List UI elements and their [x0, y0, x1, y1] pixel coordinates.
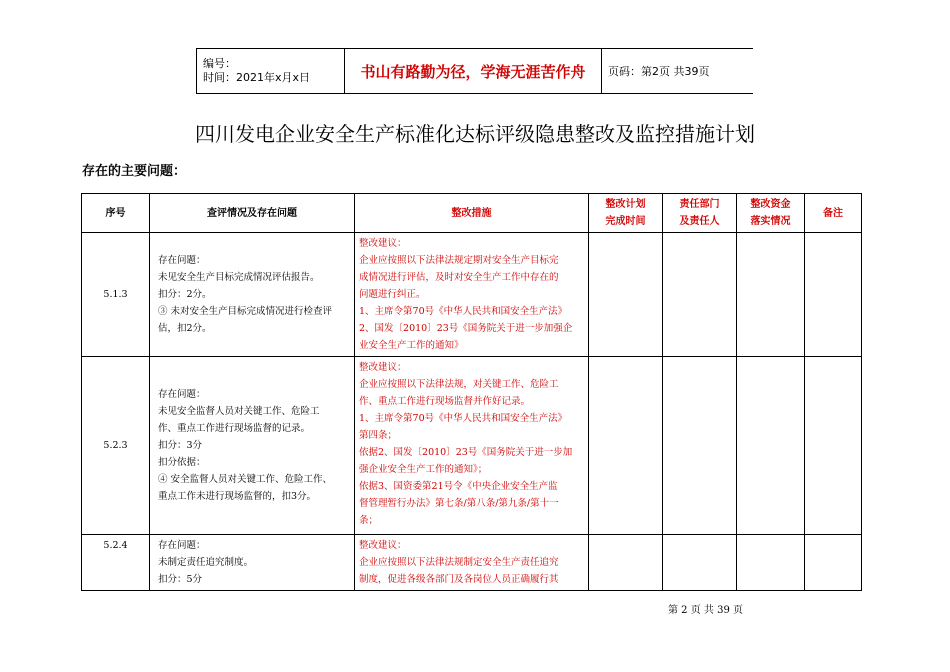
page-header [196, 48, 753, 94]
col-header-seq: 序号 [82, 194, 150, 233]
issue-line: 未制定责任追究制度。 [158, 557, 254, 568]
measure-line: 业安全生产工作的通知》 [359, 340, 464, 351]
row-measures [355, 357, 589, 535]
document-title: 四川发电企业安全生产标准化达标评级隐患整改及监控措施计划 [195, 122, 755, 146]
measure-line: 成情况进行评估，及时对安全生产工作中存在的 [359, 272, 559, 283]
header-motto: 书山有路勤为径，学海无涯苦作舟 [345, 49, 602, 94]
row-funds-cell [737, 233, 805, 357]
table-row [82, 233, 862, 357]
row-measures [355, 535, 589, 591]
row-seq: 5.2.4 [82, 535, 150, 591]
issue-line: 未见安全监督人员对关键工作、危险工 [158, 406, 320, 417]
measure-line: 企业应按照以下法律法规定期对安全生产目标完 [359, 255, 559, 266]
section-subheading: 存在的主要问题： [82, 164, 187, 179]
issue-line: 未见安全生产目标完成情况评估报告。 [158, 272, 320, 283]
measure-line: 1、主席令第70号《中华人民共和国安全生产法》 [359, 306, 568, 317]
page-footer: 第 2 页 共 39 页 [668, 605, 743, 616]
measure-line: 企业应按照以下法律法规制定安全生产责任追究 [359, 557, 559, 568]
col-header-funds [737, 194, 805, 233]
doc-time-label: 时间：2021年x月x日 [203, 71, 311, 84]
col-header-plan-line2: 完成时间 [605, 216, 646, 227]
col-header-funds-line2: 落实情况 [750, 216, 791, 227]
col-header-plan [589, 194, 663, 233]
measure-line: 1、主席令第70号《中华人民共和国安全生产法》 [359, 413, 568, 424]
col-header-dept-line1: 责任部门 [679, 199, 720, 210]
measure-line: 依据3、国资委第21号令《中央企业安全生产监 [359, 481, 558, 492]
col-header-remark: 备注 [805, 194, 862, 233]
issue-line: 存在问题： [158, 540, 206, 551]
issue-line: 扣分：5分 [158, 574, 203, 585]
measure-line: 问题进行纠正。 [359, 289, 426, 300]
col-header-issue: 查评情况及存在问题 [150, 194, 355, 233]
measure-line: 整改建议： [359, 540, 407, 551]
col-header-dept-line2: 及责任人 [679, 216, 720, 227]
row-issue [150, 357, 355, 535]
row-dept-cell [663, 357, 737, 535]
row-plan-cell [589, 357, 663, 535]
measure-line: 依据2、国发〔2010〕23号《国务院关于进一步加 [359, 447, 573, 458]
doc-number-label: 编号： [203, 57, 236, 70]
measure-line: 第四条； [359, 430, 398, 441]
row-seq: 5.2.3 [82, 357, 150, 535]
row-dept-cell [663, 535, 737, 591]
issue-line: 扣分依据： [158, 457, 206, 468]
row-issue [150, 535, 355, 591]
row-funds-cell [737, 357, 805, 535]
row-funds-cell [737, 535, 805, 591]
header-meta [197, 49, 345, 94]
col-header-funds-line1: 整改资金 [750, 199, 791, 210]
col-header-plan-line1: 整改计划 [605, 199, 646, 210]
issue-line: ③ 未对安全生产目标完成情况进行检查评 [158, 306, 333, 317]
measure-line: 强企业安全生产工作的通知》； [359, 464, 488, 475]
row-dept-cell [663, 233, 737, 357]
table-row [82, 535, 862, 591]
table-row [82, 357, 862, 535]
issue-line: 扣分：3分 [158, 440, 203, 451]
row-seq: 5.1.3 [82, 233, 150, 357]
row-plan-cell [589, 233, 663, 357]
measure-line: 2、国发〔2010〕23号《国务院关于进一步加强企 [359, 323, 573, 334]
measure-line: 整改建议： [359, 238, 407, 249]
issue-line: 存在问题： [158, 255, 206, 266]
col-header-measures: 整改措施 [355, 194, 589, 233]
table-header-row [82, 194, 862, 233]
header-page-number: 页码：第2页 共39页 [602, 49, 754, 94]
measure-line: 整改建议： [359, 362, 407, 373]
measure-line: 作、重点工作进行现场监督并作好记录。 [359, 396, 531, 407]
measure-line: 制度，促进各级各部门及各岗位人员正确履行其 [359, 574, 559, 585]
measure-line: 条； [359, 515, 379, 526]
row-measures [355, 233, 589, 357]
measure-line: 督管理暂行办法》第七条/第八条/第九条/第十一 [359, 498, 559, 509]
issue-line: ④ 安全监督人员对关键工作、危险工作、 [158, 474, 333, 485]
rectification-table [81, 193, 862, 591]
col-header-dept [663, 194, 737, 233]
issue-line: 作、重点工作进行现场监督的记录。 [158, 423, 311, 434]
row-remark-cell [805, 357, 862, 535]
issue-line: 重点工作未进行现场监督的，扣3分。 [158, 491, 317, 502]
issue-line: 存在问题： [158, 389, 206, 400]
issue-line: 扣分：2分。 [158, 289, 212, 300]
row-issue [150, 233, 355, 357]
row-remark-cell [805, 535, 862, 591]
measure-line: 企业应按照以下法律法规，对关键工作、危险工 [359, 379, 559, 390]
row-plan-cell [589, 535, 663, 591]
row-remark-cell [805, 233, 862, 357]
issue-line: 估，扣2分。 [158, 323, 212, 334]
